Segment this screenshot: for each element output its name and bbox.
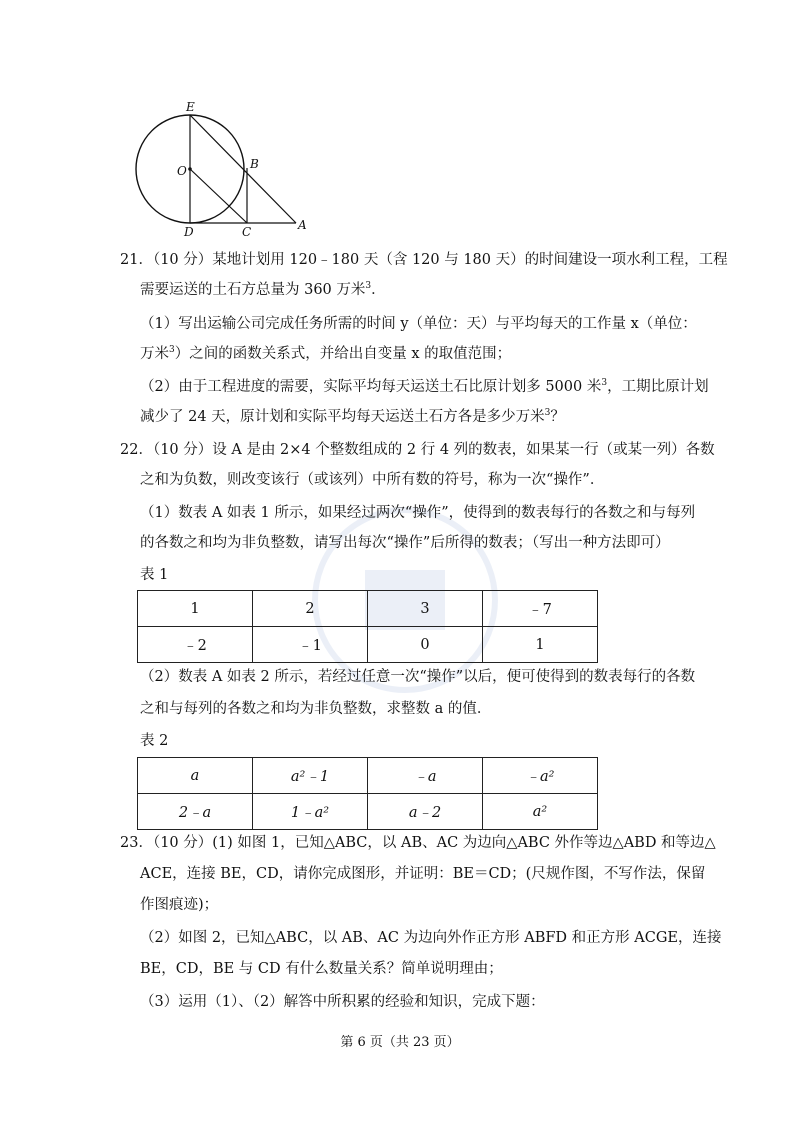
circle-geometry-figure: [120, 98, 320, 238]
q21-part1-line2: 万米$^3$）之间的函数关系式，并给出自变量 x 的取值范围；: [140, 345, 512, 362]
table-cell: ﹣7: [482, 591, 597, 627]
label-c: C: [242, 225, 252, 238]
table-row: [138, 591, 598, 627]
table-cell: a﹣2: [368, 794, 483, 830]
table-cell: ﹣a: [368, 758, 483, 794]
table-cell: 1﹣a²: [253, 794, 368, 830]
geometry-svg: [120, 98, 320, 238]
table-2: [137, 757, 598, 830]
table-cell: 1: [482, 627, 597, 663]
q21-line2: 需要运送的土石方总量为 360 万米$^3$．: [140, 281, 386, 298]
line-ea: [190, 115, 296, 223]
table-cell: 0: [368, 627, 483, 663]
table-cell: ﹣1: [253, 627, 368, 663]
table-row: [138, 758, 598, 794]
q23-part3-line1: （3）运用（1）、（2）解答中所积累的经验和知识，完成下题：: [140, 994, 545, 1010]
q22-part2-line1: （2）数表 A 如表 2 所示，若经过任意一次“操作”以后，便可使得到的数表每行的各数: [140, 669, 696, 685]
table-1: [137, 590, 598, 663]
table1-label: 表 1: [140, 567, 169, 583]
table2-label: 表 2: [140, 733, 169, 749]
table-cell: ﹣a²: [483, 758, 598, 794]
table-cell: a²: [483, 794, 598, 830]
table-cell: 2: [253, 591, 368, 627]
table-cell: 2﹣a: [138, 794, 253, 830]
table-cell: a²﹣1: [253, 758, 368, 794]
table-row: [138, 794, 598, 830]
q23-part2-line1: （2）如图 2，已知△ABC，以 AB、AC 为边向外作正方形 ABFD 和正方形 ACGE，连接: [140, 930, 722, 946]
q21-part1-line1: （1）写出运输公司完成任务所需的时间 y（单位：天）与平均每天的工作量 x（单位：: [140, 316, 697, 332]
table-cell: 1: [138, 591, 253, 627]
q22-line2: 之和为负数，则改变该行（或该列）中所有数的符号，称为一次“操作”．: [140, 472, 605, 488]
q22-line1: 22．（10 分）设 A 是由 2×4 个整数组成的 2 行 4 列的数表，如果某一行（或某一列）各数: [120, 442, 715, 458]
table-cell: ﹣2: [138, 627, 253, 663]
label-a: A: [298, 218, 307, 232]
q21-part2-line2: 减少了 24 天，原计划和实际平均每天运送土石方各是多少万米$^3$？: [140, 408, 565, 425]
q21-part2-line1: （2）由于工程进度的需要，实际平均每天运送土石比原计划多 5000 米$^3$，工期比原计划: [140, 378, 709, 395]
label-b: B: [250, 157, 259, 171]
q22-part1-line1: （1）数表 A 如表 1 所示，如果经过两次“操作”，使得到的数表每行的各数之和与每列: [140, 505, 696, 521]
label-o: O: [177, 164, 187, 178]
q23-line1: 23．（10 分）(1) 如图 1，已知△ABC，以 AB、AC 为边向△ABC 外作等边△ABD 和等边△: [120, 835, 716, 851]
q22-part1-line2: 的各数之和均为非负整数，请写出每次“操作”后所得的数表；（写出一种方法即可）: [140, 535, 670, 551]
label-e: E: [186, 100, 195, 114]
table-cell: 3: [368, 591, 483, 627]
q21-line1: 21．（10 分）某地计划用 120﹣180 天（含 120 与 180 天）的时间建设一项水利工程，工程: [120, 252, 728, 268]
table-cell: a: [138, 758, 253, 794]
q22-part2-line2: 之和与每列的各数之和均为非负整数，求整数 a 的值．: [140, 701, 492, 717]
table-row: [138, 627, 598, 663]
q23-line2: ACE，连接 BE，CD，请你完成图形，并证明：BE＝CD；(尺规作图，不写作法，保留: [140, 866, 706, 882]
label-d: D: [184, 225, 194, 238]
page-footer: 第 6 页（共 23 页）: [340, 1035, 460, 1050]
q23-part2-line2: BE，CD，BE 与 CD 有什么数量关系？简单说明理由；: [140, 961, 503, 977]
center-point: [188, 167, 192, 171]
q23-line3: 作图痕迹)；: [140, 897, 219, 913]
